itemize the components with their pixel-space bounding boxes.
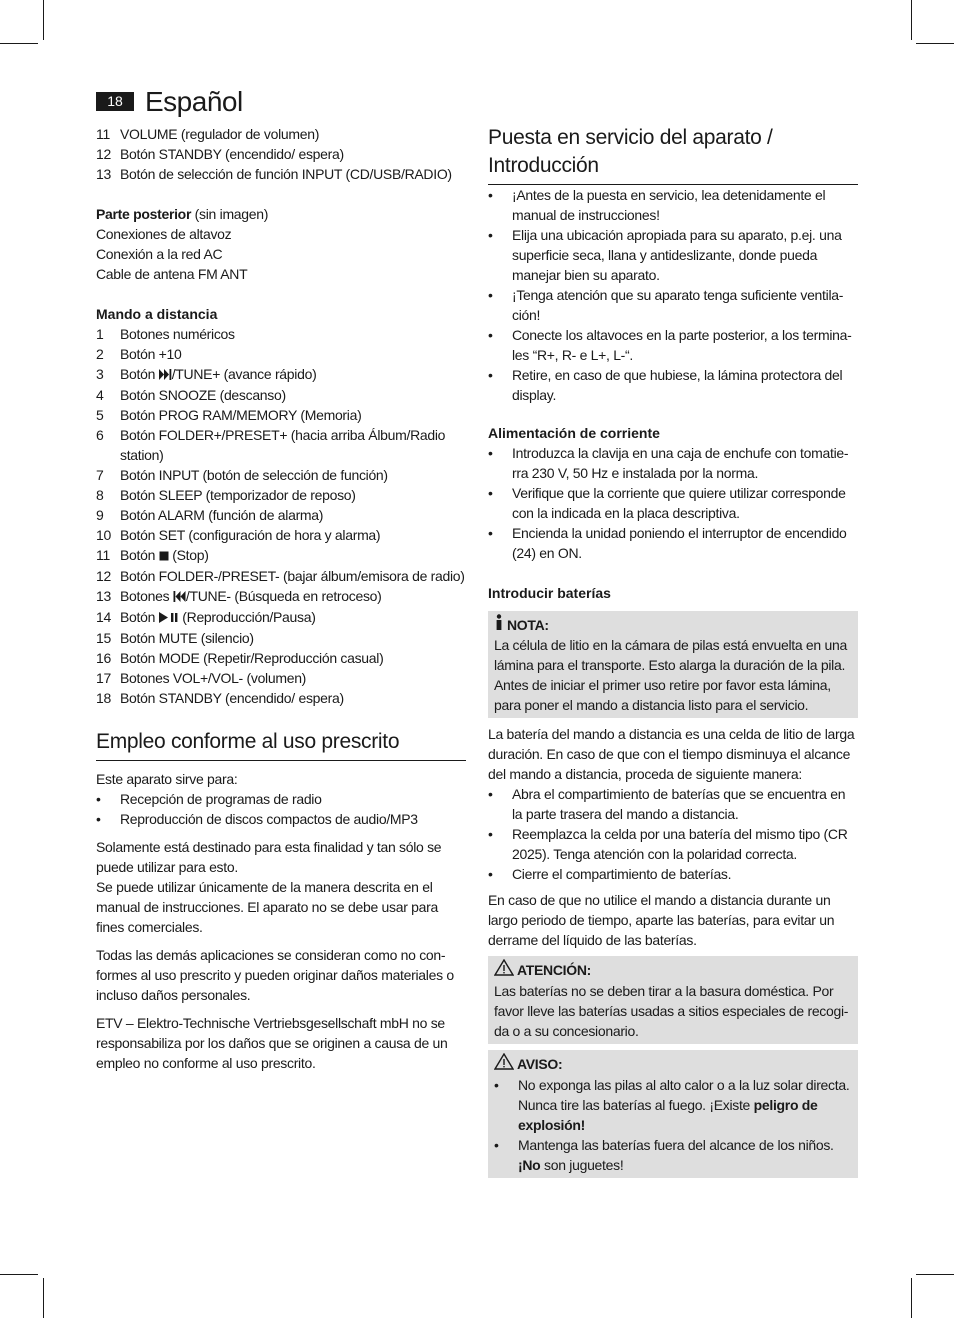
- list-item: 5 Botón PROG RAM/MEMORY (Memoria): [96, 407, 362, 423]
- remote-control-list: [96, 324, 466, 708]
- crop-mark: [43, 1278, 44, 1318]
- usage-paragraph: Solamente está destinado para esta finalidad y tan sólo se puede utilizar para esto.: [96, 839, 442, 875]
- batteries-paragraph: En caso de que no utilice el mando a distancia durante un largo periodo de tiempo, aparte las baterías, para evitar un derrame del líquido de las baterías.: [488, 892, 835, 948]
- attention-label: ATENCIÓN:: [517, 962, 592, 978]
- list-item: 10 Botón SET (configuración de hora y alarma): [96, 527, 381, 543]
- list-item: 7 Botón INPUT (botón de selección de función): [96, 467, 388, 483]
- batteries-paragraph: La batería del mando a distancia es una celda de litio de larga duración. En caso de que con el tiempo disminuya el alcance del mando a distancia, proceda de siguiente manera:: [488, 726, 855, 782]
- attention-text: Las baterías no se deben tirar a la basura doméstica. Por favor lleve las baterías usadas a sitios especiales de recogida o a su concesionario.: [494, 983, 849, 1039]
- list-item: 13 Botones /TUNE- (Búsqueda en retroceso): [96, 586, 466, 607]
- list-item: 12 Botón FOLDER-/PRESET- (bajar álbum/emisora de radio): [96, 568, 465, 584]
- list-item: • Elija una ubicación apropiada para su aparato, p.ej. una superficie seca, llana y antideslizante, donde pueda manejar bien su aparato.: [488, 227, 842, 283]
- list-item: 2 Botón +10: [96, 346, 182, 362]
- attention-box: [488, 956, 858, 1044]
- info-icon: [494, 614, 504, 635]
- right-column: [488, 124, 858, 1178]
- skip-back-icon: [173, 587, 186, 607]
- remote-heading: Mando a distancia: [96, 306, 218, 322]
- crop-mark: [911, 0, 912, 40]
- list-item: • No exponga las pilas al alto calor o a la luz solar directa. Nunca tire las baterías al fuego. ¡Existe peligro de explosión!: [494, 1077, 850, 1133]
- startup-bullets: [488, 185, 858, 405]
- list-item: 11 Botón (Stop): [96, 545, 466, 566]
- list-item: 8 Botón SLEEP (temporizador de reposo): [96, 487, 356, 503]
- usage-paragraph: ETV – Elektro-Technische Vertriebsgesellschaft mbH no se responsabiliza por los daños que se originen a causa de un empleo no conforme al uso prescrito.: [96, 1015, 448, 1071]
- skip-forward-icon: [159, 365, 172, 385]
- list-item: • Introduzca la clavija en una caja de enchufe con tomatierra 230 V, 50 Hz e instalada por la norma.: [488, 445, 849, 481]
- remote-section: [96, 304, 466, 708]
- list-item: • Reproducción de discos compactos de audio/MP3: [96, 811, 418, 827]
- rear-line: Cable de antena FM ANT: [96, 266, 248, 282]
- list-item: • Cierre el compartimiento de baterías.: [488, 866, 732, 882]
- list-item: • Conecte los altavoces en la parte posterior, a los terminales “R+, R- e L+, L-“.: [488, 327, 852, 363]
- rear-heading-note: (sin imagen): [191, 206, 269, 222]
- crop-mark: [0, 1274, 38, 1275]
- usage-intro: Este aparato sirve para:: [96, 771, 238, 787]
- stop-icon: [159, 546, 169, 566]
- rear-line: Conexiones de altavoz: [96, 226, 232, 242]
- warning-triangle-icon: [494, 959, 514, 981]
- crop-mark: [0, 43, 38, 44]
- list-item: 6 Botón FOLDER+/PRESET+ (hacia arriba Álbum/Radio station): [96, 427, 446, 463]
- warning-box: [488, 1050, 858, 1178]
- list-item: • Recepción de programas de radio: [96, 791, 322, 807]
- crop-mark: [911, 1278, 912, 1318]
- list-item: 17 Botones VOL+/VOL- (volumen): [96, 670, 307, 686]
- crop-mark: [43, 0, 44, 40]
- note-text: La célula de litio en la cámara de pilas está envuelta en una lámina para el transporte. Esto alarga la duración de la pila. Antes de iniciar el primer uso retire por favor esta lámina, para poner el mando a distancia listo para el servicio.: [494, 637, 847, 713]
- warning-label: AVISO:: [517, 1056, 563, 1072]
- warning-triangle-icon: [494, 1053, 514, 1075]
- startup-heading: Puesta en servicio del aparato / Introducción: [488, 124, 858, 185]
- rear-panel-section: [96, 204, 466, 284]
- page-title: Español: [145, 86, 243, 117]
- usage-bullets: [96, 789, 466, 829]
- list-item: • Retire, en caso de que hubiese, la lámina protectora del display.: [488, 367, 843, 403]
- list-item: 13 Botón de selección de función INPUT (CD/USB/RADIO): [96, 166, 452, 182]
- page-number: 18: [96, 92, 134, 111]
- usage-paragraph: Todas las demás aplicaciones se consideran como no conformes al uso prescrito y pueden originar daños materiales o incluso daños personales.: [96, 947, 454, 1003]
- crop-mark: [916, 43, 954, 44]
- list-item: 12 Botón STANDBY (encendido/ espera): [96, 146, 344, 162]
- left-column: [96, 124, 466, 1073]
- list-item: • Encienda la unidad poniendo el interruptor de encendido (24) en ON.: [488, 525, 847, 561]
- list-item: 9 Botón ALARM (función de alarma): [96, 507, 324, 523]
- list-item: 3 Botón /TUNE+ (avance rápido): [96, 364, 466, 385]
- list-item: • ¡Tenga atención que su aparato tenga suficiente ventilación!: [488, 287, 844, 323]
- list-item: • Abra el compartimiento de baterías que se encuentra en la parte trasera del mando a distancia.: [488, 786, 846, 822]
- rear-line: Conexión a la red AC: [96, 246, 223, 262]
- usage-heading: Empleo conforme al uso prescrito: [96, 728, 466, 761]
- list-item: 16 Botón MODE (Repetir/Reproducción casual): [96, 650, 384, 666]
- list-item: 18 Botón STANDBY (encendido/ espera): [96, 690, 344, 706]
- list-item: • ¡Antes de la puesta en servicio, lea detenidamente el manual de instrucciones!: [488, 187, 826, 223]
- list-item: • Mantenga las baterías fuera del alcance de los niños. ¡No son juguetes!: [494, 1137, 834, 1173]
- control-list-top: [96, 124, 466, 184]
- crop-mark: [916, 1274, 954, 1275]
- note-label: NOTA:: [507, 616, 549, 633]
- list-item: • Verifique que la corriente que quiere utilizar corresponde con la indicada en la placa descriptiva.: [488, 485, 846, 521]
- power-bullets: [488, 443, 858, 563]
- list-item: 1 Botones numéricos: [96, 326, 235, 342]
- usage-section: [96, 728, 466, 1073]
- usage-paragraph: Se puede utilizar únicamente de la manera descrita en el manual de instrucciones. El aparato no se debe usar para fines comerciales.: [96, 879, 438, 935]
- list-item: 15 Botón MUTE (silencio): [96, 630, 254, 646]
- note-box: [488, 611, 858, 718]
- battery-bullets: [488, 784, 858, 884]
- play-pause-icon: [159, 608, 179, 628]
- list-item: • Reemplazca la celda por una batería del mismo tipo (CR 2025). Tenga atención con la polaridad correcta.: [488, 826, 848, 862]
- list-item: 4 Botón SNOOZE (descanso): [96, 387, 286, 403]
- rear-heading: Parte posterior: [96, 206, 192, 222]
- list-item: 11 VOLUME (regulador de volumen): [96, 126, 320, 142]
- warning-bullets: [494, 1075, 852, 1175]
- list-item: 14 Botón (Reproducción/Pausa): [96, 607, 466, 628]
- power-heading: Alimentación de corriente: [488, 425, 660, 441]
- batteries-heading: Introducir baterías: [488, 585, 611, 601]
